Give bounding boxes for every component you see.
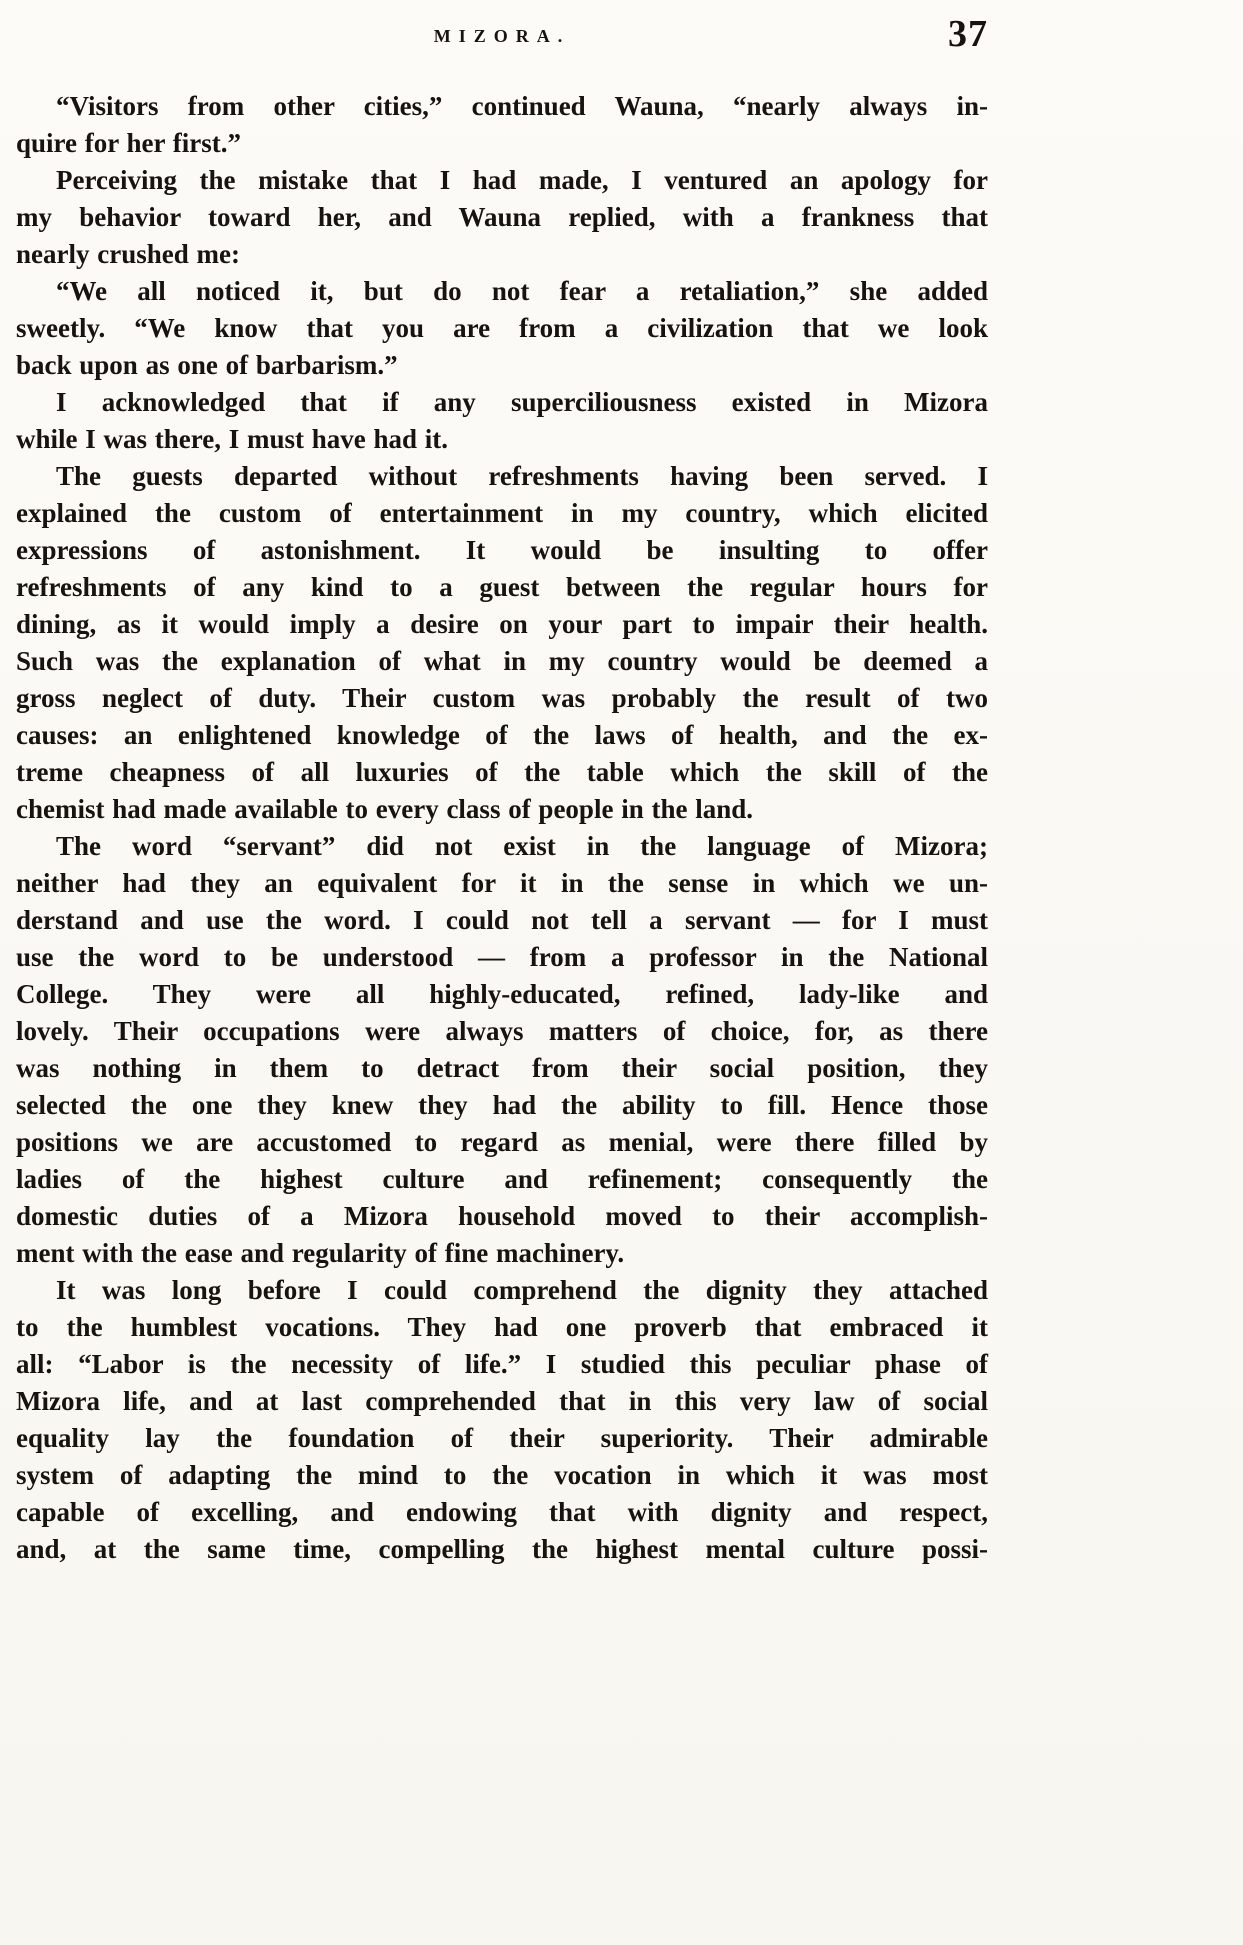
text-line: refreshments of any kind to a guest between the regular hours for: [16, 572, 988, 602]
text-line: all: “Labor is the necessity of life.” I studied this peculiar phase of: [16, 1349, 988, 1379]
text-line: ladies of the highest culture and refinement; consequently the: [16, 1164, 988, 1194]
text-line: to the humblest vocations. They had one proverb that embraced it: [16, 1312, 988, 1342]
text-line: expressions of astonishment. It would be insulting to offer: [16, 535, 988, 565]
text-line: sweetly. “We know that you are from a civilization that we look: [16, 313, 988, 343]
page-number: 37: [948, 13, 988, 55]
text-line: system of adapting the mind to the vocation in which it was most: [16, 1460, 988, 1490]
text-line: Mizora life, and at last comprehended that in this very law of social: [16, 1386, 988, 1416]
text-line: nearly crushed me:: [16, 239, 240, 269]
text-line: gross neglect of duty. Their custom was probably the result of two: [16, 683, 988, 713]
text-line: was nothing in them to detract from their social position, they: [16, 1053, 988, 1083]
text-line: my behavior toward her, and Wauna replied, with a frankness that: [16, 202, 988, 232]
paragraph: [16, 828, 988, 1272]
text-column: [16, 13, 988, 1568]
text-line: The guests departed without refreshments having been served. I: [56, 461, 988, 491]
paragraph: [16, 384, 988, 458]
text-line: dining, as it would imply a desire on your part to impair their health.: [16, 609, 988, 639]
page-header: [16, 13, 988, 64]
text-line: quire for her first.”: [16, 128, 241, 158]
body-text: [16, 88, 988, 1568]
text-line: It was long before I could comprehend the dignity they attached: [56, 1275, 988, 1305]
text-line: “Visitors from other cities,” continued Wauna, “nearly always in-: [56, 91, 988, 121]
running-title: MIZORA.: [433, 26, 571, 46]
text-line: explained the custom of entertainment in my country, which elicited: [16, 498, 988, 528]
text-line: derstand and use the word. I could not tell a servant — for I must: [16, 905, 988, 935]
text-line: College. They were all highly-educated, refined, lady-like and: [16, 979, 988, 1009]
text-line: The word “servant” did not exist in the language of Mizora;: [56, 831, 988, 861]
text-line: lovely. Their occupations were always matters of choice, for, as there: [16, 1016, 988, 1046]
paragraph: [16, 88, 988, 162]
paragraph: [16, 162, 988, 273]
paragraph: [16, 273, 988, 384]
text-line: I acknowledged that if any superciliousness existed in Mizora: [56, 387, 988, 417]
text-line: treme cheapness of all luxuries of the table which the skill of the: [16, 757, 988, 787]
text-line: “We all noticed it, but do not fear a retaliation,” she added: [56, 276, 988, 306]
text-line: chemist had made available to every class of people in the land.: [16, 794, 753, 824]
text-line: positions we are accustomed to regard as menial, were there filled by: [16, 1127, 988, 1157]
text-line: while I was there, I must have had it.: [16, 424, 449, 454]
text-line: capable of excelling, and endowing that with dignity and respect,: [16, 1497, 988, 1527]
text-line: selected the one they knew they had the ability to fill. Hence those: [16, 1090, 988, 1120]
text-line: Such was the explanation of what in my country would be deemed a: [16, 646, 988, 676]
paragraph: [16, 458, 988, 828]
text-line: back upon as one of barbarism.”: [16, 350, 398, 380]
text-line: neither had they an equivalent for it in the sense in which we un-: [16, 868, 988, 898]
text-line: equality lay the foundation of their superiority. Their admirable: [16, 1423, 988, 1453]
paragraph: [16, 1272, 988, 1568]
text-line: use the word to be understood — from a professor in the National: [16, 942, 988, 972]
text-line: causes: an enlightened knowledge of the laws of health, and the ex-: [16, 720, 988, 750]
text-line: domestic duties of a Mizora household moved to their accomplish-: [16, 1201, 988, 1231]
text-line: Perceiving the mistake that I had made, I ventured an apology for: [56, 165, 988, 195]
text-line: and, at the same time, compelling the highest mental culture possi-: [16, 1534, 988, 1564]
text-line: ment with the ease and regularity of fine machinery.: [16, 1238, 625, 1268]
